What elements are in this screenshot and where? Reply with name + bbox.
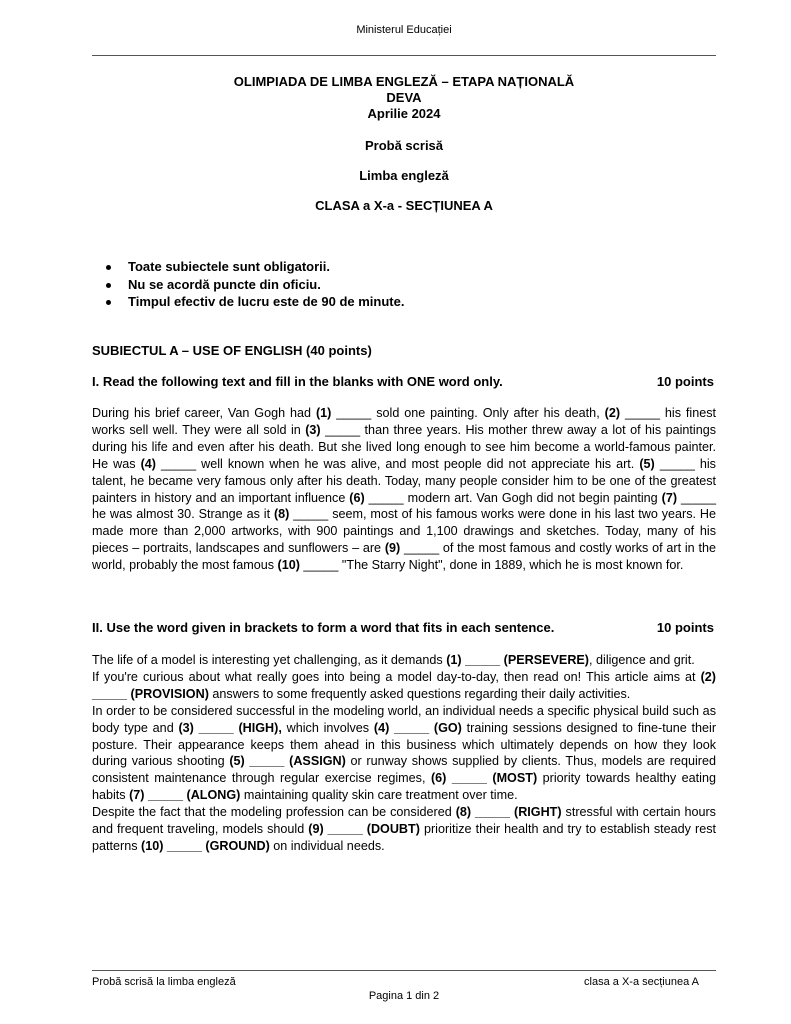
gap-marker: (1)	[315, 406, 332, 420]
title-block	[92, 74, 716, 214]
footer-right: clasa a X-a secțiunea A	[584, 976, 699, 988]
instruction-item: Toate subiectele sunt obligatorii.	[104, 258, 704, 276]
instruction-item: Timpul efectiv de lucru este de 90 de minute.	[104, 293, 704, 311]
gap-marker: (10) _____ (GROUND)	[141, 838, 270, 853]
bullet-icon	[106, 300, 111, 305]
location-title: DEVA	[386, 90, 422, 105]
subject-language: Limba engleză	[359, 168, 449, 183]
olympiad-title: OLIMPIADA DE LIMBA ENGLEZĂ – ETAPA NAȚIONALĂ	[233, 74, 575, 89]
gap-marker: (8) _____ (RIGHT)	[455, 805, 562, 820]
gap-marker: (7) _____ (ALONG)	[129, 788, 241, 803]
ministry-header: Ministerul Educației	[356, 24, 452, 36]
gap-marker: (2)	[604, 406, 621, 420]
task2-points: 10 points	[656, 620, 714, 635]
task2-paragraph: Despite the fact that the modeling profession can be considered (8) _____ (RIGHT) stressful with certain hours and frequent traveling, models should (9) _____ (DOUBT) prioritize their health and try to establish steady rest patterns (10) _____ (GROUND) on individual needs.	[92, 805, 717, 853]
gap-marker: (2) _____ (PROVISION)	[92, 669, 716, 701]
gap-marker: (3)	[305, 422, 321, 437]
gap-marker: (4) _____ (GO)	[373, 720, 462, 735]
exam-type: Probă scrisă	[364, 138, 444, 153]
task2-paragraph: The life of a model is interesting yet challenging, as it demands (1) _____ (PERSEVERE), diligence and grit.	[92, 653, 695, 667]
task1-points: 10 points	[656, 374, 714, 389]
task2-title: II. Use the word given in brackets to form a word that fits in each sentence.	[92, 620, 555, 635]
footer-divider	[92, 970, 716, 971]
gap-marker: (4)	[140, 456, 156, 471]
gap-marker: (10)	[277, 558, 300, 573]
task2-heading	[92, 620, 716, 635]
class-section: CLASA a X-a - SECȚIUNEA A	[315, 198, 493, 213]
bullet-icon	[106, 283, 111, 288]
task1-heading	[92, 374, 716, 389]
gap-marker: (6)	[349, 490, 365, 505]
header-divider	[92, 55, 716, 56]
gap-marker: (5) _____ (ASSIGN)	[229, 754, 346, 769]
task1-title: I. Read the following text and fill in the blanks with ONE word only.	[92, 374, 503, 389]
gap-marker: (9)	[384, 541, 401, 556]
gap-marker: (7)	[661, 490, 678, 505]
subject-a-heading: SUBIECTUL A – USE OF ENGLISH (40 points)	[92, 343, 372, 358]
gap-marker: (6) _____ (MOST)	[430, 771, 538, 786]
gap-marker: (9) _____ (DOUBT)	[308, 822, 420, 837]
gap-marker: (8)	[273, 507, 290, 522]
instructions-list	[104, 258, 704, 311]
footer-left: Probă scrisă la limba engleză	[92, 976, 236, 988]
date-title: Aprilie 2024	[367, 106, 441, 121]
gap-marker: (1) _____ (PERSEVERE)	[446, 653, 590, 667]
bullet-icon	[106, 265, 111, 270]
gap-marker: (3) _____ (HIGH),	[178, 720, 282, 735]
instruction-item: Nu se acordă puncte din oficiu.	[104, 276, 704, 294]
task2-text	[92, 652, 716, 855]
page-number: Pagina 1 din 2	[368, 990, 440, 1002]
task2-paragraph: In order to be considered successful in the modeling world, an individual needs a specific physical build such as body type and (3) _____ (HIGH), which involves (4) _____ (GO) training sessions designed to fine-tune their posture. Their appearance keeps them ahead in this business which ultimately depends on how they look during various shooting (5) _____ (ASSIGN) or runway shows supplied by clients. Thus, models are required consistent maintenance through regular exercise regimes, (6) _____ (MOST) priority towards healthy eating habits (7) _____ (ALONG) maintaining quality skin care treatment over time.	[92, 703, 717, 803]
task1-text: During his brief career, Van Gogh had (1) _____ sold one painting. Only after his death, (2) _____ his finest works sell well. They were all sold in (3) _____ than three years. His mother threw away a lot of his paintings during his life and even after his death. But she lived long enough to see him become a world-famous painter. He was (4) _____ well known when he was alive, and most people did not appreciate his art. (5) _____ his talent, he became very famous only after his death. Today, many people consider him to be one of the greatest painters in history and an important influence (6) _____ modern art. Van Gogh did not begin painting (7) _____ he was almost 30. Strange as it (8) _____ seem, most of his famous works were done in his last two years. He made more than 2,000 artworks, with 900 paintings and 1,100 drawings and sketches. Today, many of his pieces – portraits, landscapes and sunflowers – are (9) _____ of the most famous and costly works of art in the world, probably the most famous (10) _____ "The Starry Night", done in 1889, which he is most known for.	[92, 406, 717, 573]
task2-paragraph: If you're curious about what really goes into being a model day-to-day, then read on! This article aims at (2) _____ (PROVISION) answers to some frequently asked questions regarding their daily activities.	[92, 669, 716, 701]
gap-marker: (5)	[639, 456, 655, 471]
